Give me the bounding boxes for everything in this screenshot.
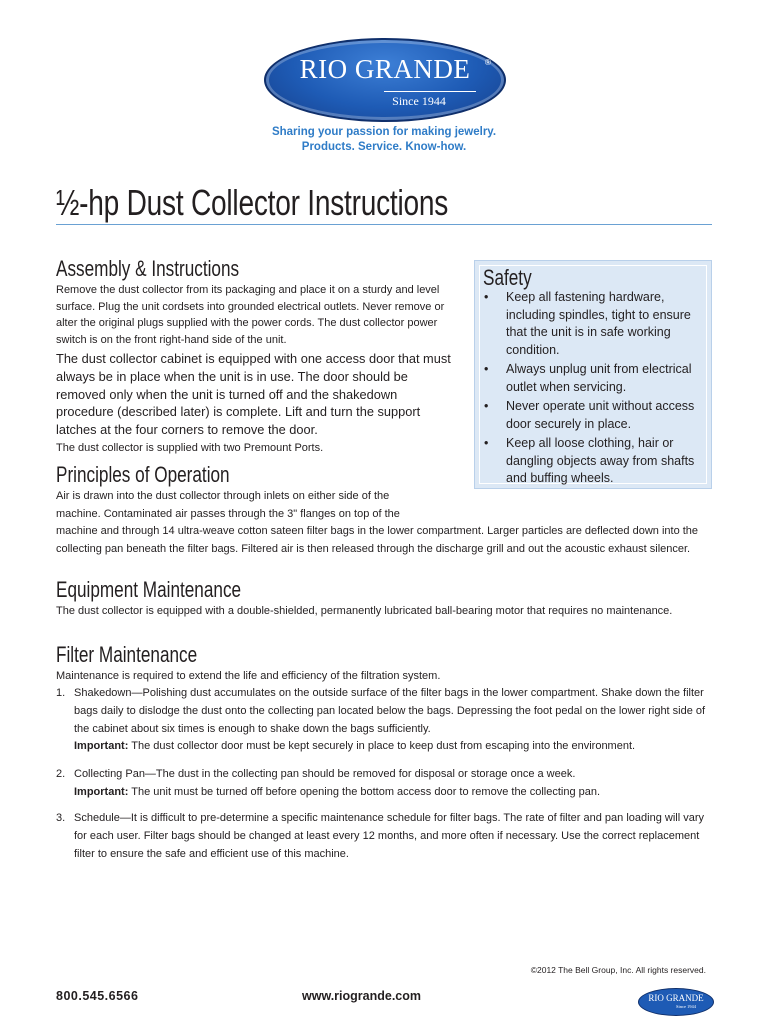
filter-step-3: 3. Schedule—It is difficult to pre-determine a specific maintenance schedule for filter bags. The rate of filter and pan loading will vary for each user. Filter bags should be changed at least every 12 months, and more often if necessary. Use the correct replacement filter to ensure the safe and efficient use of this machine.: [56, 812, 704, 860]
tagline-line-2: Products. Service. Know-how.: [301, 141, 467, 153]
tagline: [0, 125, 768, 155]
principles-continued: machine and through 14 ultra-weave cotton sateen filter bags in the lower compartment. Larger particles are deflected down into the collecting pan beneath the filter bags. Filtered air is then released through the discharge grill and out the acoustic exhaust silencer.: [56, 525, 699, 555]
footer-logo-name: RIO GRANDE: [648, 993, 704, 1003]
safety-heading: Safety: [483, 265, 532, 290]
footer-logo: [638, 988, 714, 1016]
filter-heading: Filter Maintenance: [56, 642, 198, 667]
assembly-paragraph-1: Remove the dust collector from its packaging and place it on a sturdy and level surface. Plug the unit cordsets into grounded electrical outlets. Never remove or alter the original plugs supplied with the power cords. The dust collector power switch is on the front right-hand side of the unit.: [56, 284, 445, 346]
tagline-line-1: Sharing your passion for making jewelry.: [271, 126, 497, 138]
logo-name: RIO GRANDE: [299, 54, 471, 84]
bullet: •: [484, 399, 489, 413]
safety-box: [474, 260, 712, 489]
step-number: 2.: [56, 768, 66, 780]
step-number: 1.: [56, 687, 66, 699]
logo-since: Since 1944: [392, 94, 446, 108]
filter-intro: Maintenance is required to extend the life and efficiency of the filtration system.: [56, 670, 441, 682]
safety-list: [475, 289, 711, 490]
document-title: ½-hp Dust Collector Instructions: [56, 182, 449, 223]
logo-divider: [384, 91, 476, 92]
footer-logo-since: Since 1944: [675, 1004, 697, 1009]
copyright: ©2012 The Bell Group, Inc. All rights reserved.: [530, 965, 706, 975]
bullet: •: [484, 436, 489, 450]
equipment-paragraph: The dust collector is equipped with a double-shielded, permanently lubricated ball-bearing motor that requires no maintenance.: [56, 605, 673, 617]
rio-grande-logo: [264, 38, 506, 122]
logo-registered-mark: ®: [485, 58, 491, 67]
step-number: 3.: [56, 812, 66, 824]
principles-paragraph: [56, 488, 476, 523]
safety-item: • Keep all loose clothing, hair or dangling objects away from shafts and buffing wheels.: [484, 436, 695, 485]
important-label: Important:: [74, 785, 129, 798]
website-link[interactable]: www.riogrande.com: [302, 989, 422, 1003]
assembly-paragraph-2: The dust collector cabinet is equipped with one access door that must always be in place when the unit is in use. The door should be removed only when the unit is turned off and the shakedown procedure (described later) is complete. Lift and turn the support latches at the four corners to remove the door.: [56, 351, 451, 438]
principles-line-2: machine. Contaminated air passes through the 3" flanges on top of the: [56, 507, 400, 520]
title-rule: [56, 224, 712, 225]
filter-step-1: 1. Shakedown—Polishing dust accumulates on the outside surface of the filter bags in the lower compartment. Shake down the filter bags daily to dislodge the dust onto the collecting pan located below the bags. Depressing the foot pedal on the lower right side of the cabinet about six times is enough to shake down the bags sufficiently. Important: The dust collector door must be kept securely in place to keep dust from escaping into the environment.: [56, 687, 706, 753]
bullet: •: [484, 362, 489, 376]
assembly-heading: Assembly & Instructions: [56, 256, 240, 281]
principles-line-1: Air is drawn into the dust collector through inlets on either side of the: [56, 490, 390, 502]
principles-heading: Principles of Operation: [56, 462, 230, 487]
bullet: •: [484, 290, 489, 304]
phone-number: 800.545.6566: [56, 989, 139, 1003]
equipment-heading: Equipment Maintenance: [56, 577, 242, 602]
assembly-paragraph-3: The dust collector is supplied with two Premount Ports.: [56, 442, 324, 454]
safety-item: • Always unplug unit from electrical outlet when servicing.: [484, 362, 692, 394]
important-label: Important:: [74, 740, 129, 753]
safety-item: • Keep all fastening hardware, including spindles, tight to ensure that the unit is in safe working condition.: [484, 290, 691, 357]
safety-item: • Never operate unit without access door securely in place.: [484, 399, 695, 431]
filter-step-2: 2. Collecting Pan—The dust in the collecting pan should be removed for disposal or storage once a week. Important: The unit must be turned off before opening the bottom access door to remove the collecting pan.: [56, 768, 601, 798]
